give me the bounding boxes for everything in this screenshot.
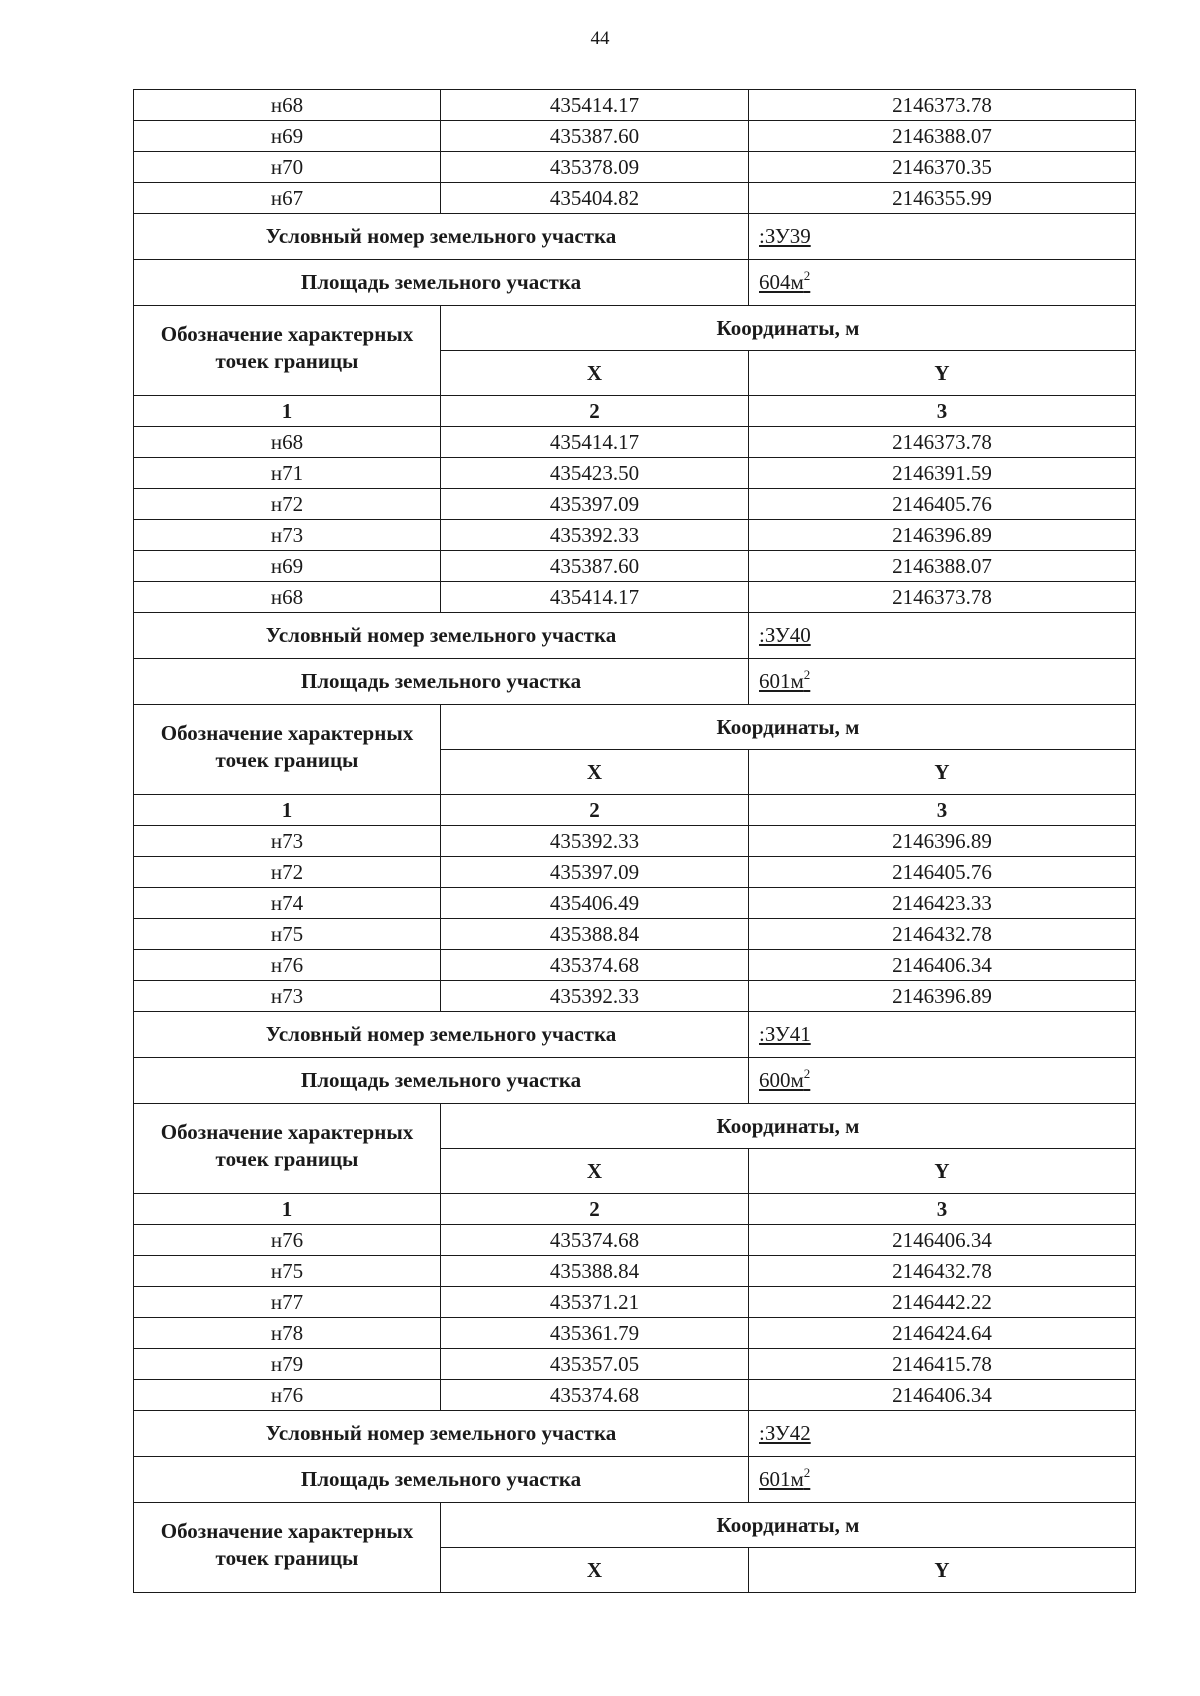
point-column-header: Обозначение характерных точек границы [134,705,441,795]
point-name: н69 [134,121,441,152]
table-row [134,1256,1136,1287]
coords-column-header: Координаты, м [441,306,1136,351]
table-row [134,919,1136,950]
area-unit: м [790,1467,804,1491]
point-name: н76 [134,950,441,981]
column-number-row [134,795,1136,826]
parcel-number-label: Условный номер земельного участка [134,214,749,260]
coord-x: 435397.09 [441,489,749,520]
coords-header-row [134,1503,1136,1548]
coord-y: 2146423.33 [749,888,1136,919]
area-unit-power: 2 [803,1066,811,1081]
x-column-header: X [441,750,749,795]
parcel-number-row [134,1012,1136,1058]
coord-x: 435388.84 [441,919,749,950]
area-number: 600 [759,1068,791,1092]
coord-x: 435414.17 [441,427,749,458]
coord-x: 435392.33 [441,520,749,551]
coord-y: 2146405.76 [749,857,1136,888]
coords-header-row [134,705,1136,750]
parcel-number-value: :ЗУ40 [749,613,1136,659]
parcel-area-label: Площадь земельного участка [134,659,749,705]
area-unit-power: 2 [803,1465,811,1480]
table-row [134,90,1136,121]
area-number: 601 [759,669,791,693]
table-row [134,458,1136,489]
table-row [134,121,1136,152]
area-number: 604 [759,270,791,294]
table-row [134,152,1136,183]
area-unit-power: 2 [803,268,811,283]
x-column-header: X [441,351,749,396]
coord-y: 2146415.78 [749,1349,1136,1380]
point-name: н73 [134,826,441,857]
parcel-area-value [749,659,1136,705]
parcel-area-label: Площадь земельного участка [134,260,749,306]
parcel-number-row [134,613,1136,659]
coord-x: 435374.68 [441,1225,749,1256]
point-name: н77 [134,1287,441,1318]
point-column-header: Обозначение характерных точек границы [134,1503,441,1593]
parcel-area-label: Площадь земельного участка [134,1058,749,1104]
coord-x: 435374.68 [441,1380,749,1411]
coord-y: 2146432.78 [749,1256,1136,1287]
parcel-number-label: Условный номер земельного участка [134,613,749,659]
point-name: н71 [134,458,441,489]
coord-y: 2146396.89 [749,520,1136,551]
coord-y: 2146373.78 [749,90,1136,121]
point-column-header: Обозначение характерных точек границы [134,306,441,396]
column-number: 2 [441,1194,749,1225]
column-number: 1 [134,795,441,826]
y-column-header: Y [749,1149,1136,1194]
coord-x: 435387.60 [441,551,749,582]
parcel-area-value [749,1457,1136,1503]
area-unit-power: 2 [803,667,811,682]
coord-x: 435388.84 [441,1256,749,1287]
coord-y: 2146396.89 [749,981,1136,1012]
table-row [134,489,1136,520]
column-number: 2 [441,795,749,826]
point-name: н75 [134,919,441,950]
parcel-area-row [134,1058,1136,1104]
coordinates-table [133,89,1136,1593]
column-number: 1 [134,396,441,427]
table-row [134,1380,1136,1411]
table-row [134,520,1136,551]
area-unit: м [790,1068,804,1092]
point-name: н68 [134,90,441,121]
coord-x: 435357.05 [441,1349,749,1380]
coord-x: 435378.09 [441,152,749,183]
table-row [134,888,1136,919]
coord-x: 435414.17 [441,90,749,121]
table-row [134,427,1136,458]
x-column-header: X [441,1149,749,1194]
parcel-area-value [749,1058,1136,1104]
table-row [134,1349,1136,1380]
table-row [134,1287,1136,1318]
point-name: н73 [134,981,441,1012]
coord-y: 2146406.34 [749,950,1136,981]
parcel-number-label: Условный номер земельного участка [134,1012,749,1058]
parcel-number-row [134,214,1136,260]
coords-column-header: Координаты, м [441,1503,1136,1548]
parcel-area-row [134,260,1136,306]
coord-x: 435397.09 [441,857,749,888]
coord-y: 2146432.78 [749,919,1136,950]
coord-y: 2146424.64 [749,1318,1136,1349]
coord-y: 2146406.34 [749,1380,1136,1411]
table-row [134,582,1136,613]
parcel-area-label: Площадь земельного участка [134,1457,749,1503]
point-name: н72 [134,489,441,520]
column-number-row [134,396,1136,427]
column-number: 3 [749,396,1136,427]
column-number-row [134,1194,1136,1225]
point-name: н75 [134,1256,441,1287]
point-name: н74 [134,888,441,919]
coord-x: 435404.82 [441,183,749,214]
point-name: н76 [134,1380,441,1411]
parcel-number-row [134,1411,1136,1457]
column-number: 1 [134,1194,441,1225]
coords-header-row [134,306,1136,351]
point-name: н69 [134,551,441,582]
column-number: 2 [441,396,749,427]
coord-y: 2146391.59 [749,458,1136,489]
coords-column-header: Координаты, м [441,1104,1136,1149]
coord-x: 435423.50 [441,458,749,489]
coord-x: 435387.60 [441,121,749,152]
coord-x: 435392.33 [441,981,749,1012]
table-row [134,551,1136,582]
coord-x: 435414.17 [441,582,749,613]
coord-y: 2146388.07 [749,551,1136,582]
area-unit: м [790,669,804,693]
area-unit: м [790,270,804,294]
point-name: н67 [134,183,441,214]
coord-y: 2146373.78 [749,582,1136,613]
point-name: н76 [134,1225,441,1256]
point-name: н73 [134,520,441,551]
coord-x: 435374.68 [441,950,749,981]
coord-x: 435361.79 [441,1318,749,1349]
point-column-header: Обозначение характерных точек границы [134,1104,441,1194]
point-name: н68 [134,582,441,613]
point-name: н68 [134,427,441,458]
coord-y: 2146370.35 [749,152,1136,183]
column-number: 3 [749,795,1136,826]
parcel-area-row [134,659,1136,705]
table-row [134,1225,1136,1256]
parcel-number-value: :ЗУ42 [749,1411,1136,1457]
point-name: н70 [134,152,441,183]
coord-y: 2146405.76 [749,489,1136,520]
page-number: 44 [590,28,610,49]
parcel-number-value: :ЗУ41 [749,1012,1136,1058]
parcel-area-row [134,1457,1136,1503]
coords-column-header: Координаты, м [441,705,1136,750]
area-number: 601 [759,1467,791,1491]
point-name: н79 [134,1349,441,1380]
column-number: 3 [749,1194,1136,1225]
table-row [134,1318,1136,1349]
y-column-header: Y [749,351,1136,396]
table-row [134,826,1136,857]
coord-x: 435392.33 [441,826,749,857]
parcel-area-value [749,260,1136,306]
table-row [134,981,1136,1012]
coords-header-row [134,1104,1136,1149]
y-column-header: Y [749,1548,1136,1593]
table-row [134,857,1136,888]
coord-y: 2146396.89 [749,826,1136,857]
coord-y: 2146355.99 [749,183,1136,214]
parcel-number-value: :ЗУ39 [749,214,1136,260]
point-name: н72 [134,857,441,888]
coord-y: 2146406.34 [749,1225,1136,1256]
y-column-header: Y [749,750,1136,795]
coord-y: 2146442.22 [749,1287,1136,1318]
coord-y: 2146388.07 [749,121,1136,152]
coord-x: 435406.49 [441,888,749,919]
table-row [134,183,1136,214]
table-row [134,950,1136,981]
coord-y: 2146373.78 [749,427,1136,458]
coord-x: 435371.21 [441,1287,749,1318]
x-column-header: X [441,1548,749,1593]
point-name: н78 [134,1318,441,1349]
parcel-number-label: Условный номер земельного участка [134,1411,749,1457]
